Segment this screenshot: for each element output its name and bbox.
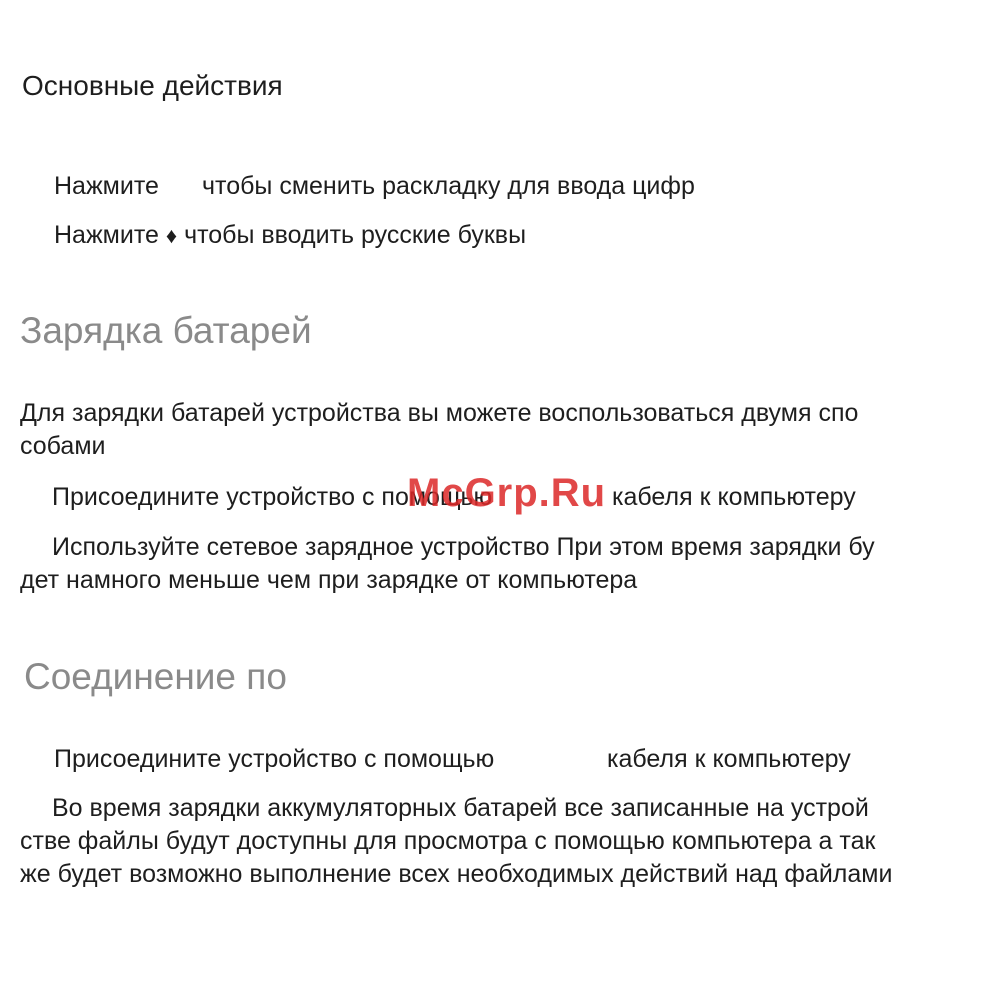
- basic-line1-start: Нажмите: [54, 172, 159, 200]
- basic-line2-start: Нажмите: [54, 221, 159, 249]
- section-title-connection: Соединение по: [24, 656, 287, 697]
- charging-intro-line2: собами: [20, 432, 106, 460]
- section-title-charging: Зарядка батарей: [20, 310, 312, 351]
- connection-desc-line3: же будет возможно выполнение всех необходимых действий над файлами: [20, 860, 893, 888]
- basic-line2: [54, 219, 526, 252]
- connection-description: [20, 792, 892, 891]
- charging-method2-line2: дет намного меньше чем при зарядке от компьютера: [20, 566, 638, 594]
- charging-method1-start: Присоедините устройство с помощью: [52, 483, 493, 511]
- connection-step1-end: кабеля к компьютеру: [607, 745, 851, 773]
- diamond-icon: ♦: [165, 223, 178, 248]
- section-title-basic-actions: Основные действия: [22, 70, 283, 101]
- connection-step1-start: Присоедините устройство с помощью: [54, 745, 495, 773]
- charging-method1-end: кабеля к компьютеру: [612, 483, 856, 511]
- connection-desc-line1: Во время зарядки аккумуляторных батарей все записанные на устрой: [52, 794, 869, 822]
- charging-intro-line1: Для зарядки батарей устройства вы можете воспользоваться двумя спо: [20, 399, 859, 427]
- charging-method2-line1: Используйте сетевое зарядное устройство При этом время зарядки бу: [52, 533, 875, 561]
- connection-desc-line2: стве файлы будут доступны для просмотра с помощью компьютера а так: [20, 827, 876, 855]
- basic-line1-end: чтобы сменить раскладку для ввода цифр: [202, 172, 695, 200]
- basic-line2-end: чтобы вводить русские буквы: [184, 221, 527, 249]
- watermark-logo: McGrp.Ru: [407, 471, 607, 515]
